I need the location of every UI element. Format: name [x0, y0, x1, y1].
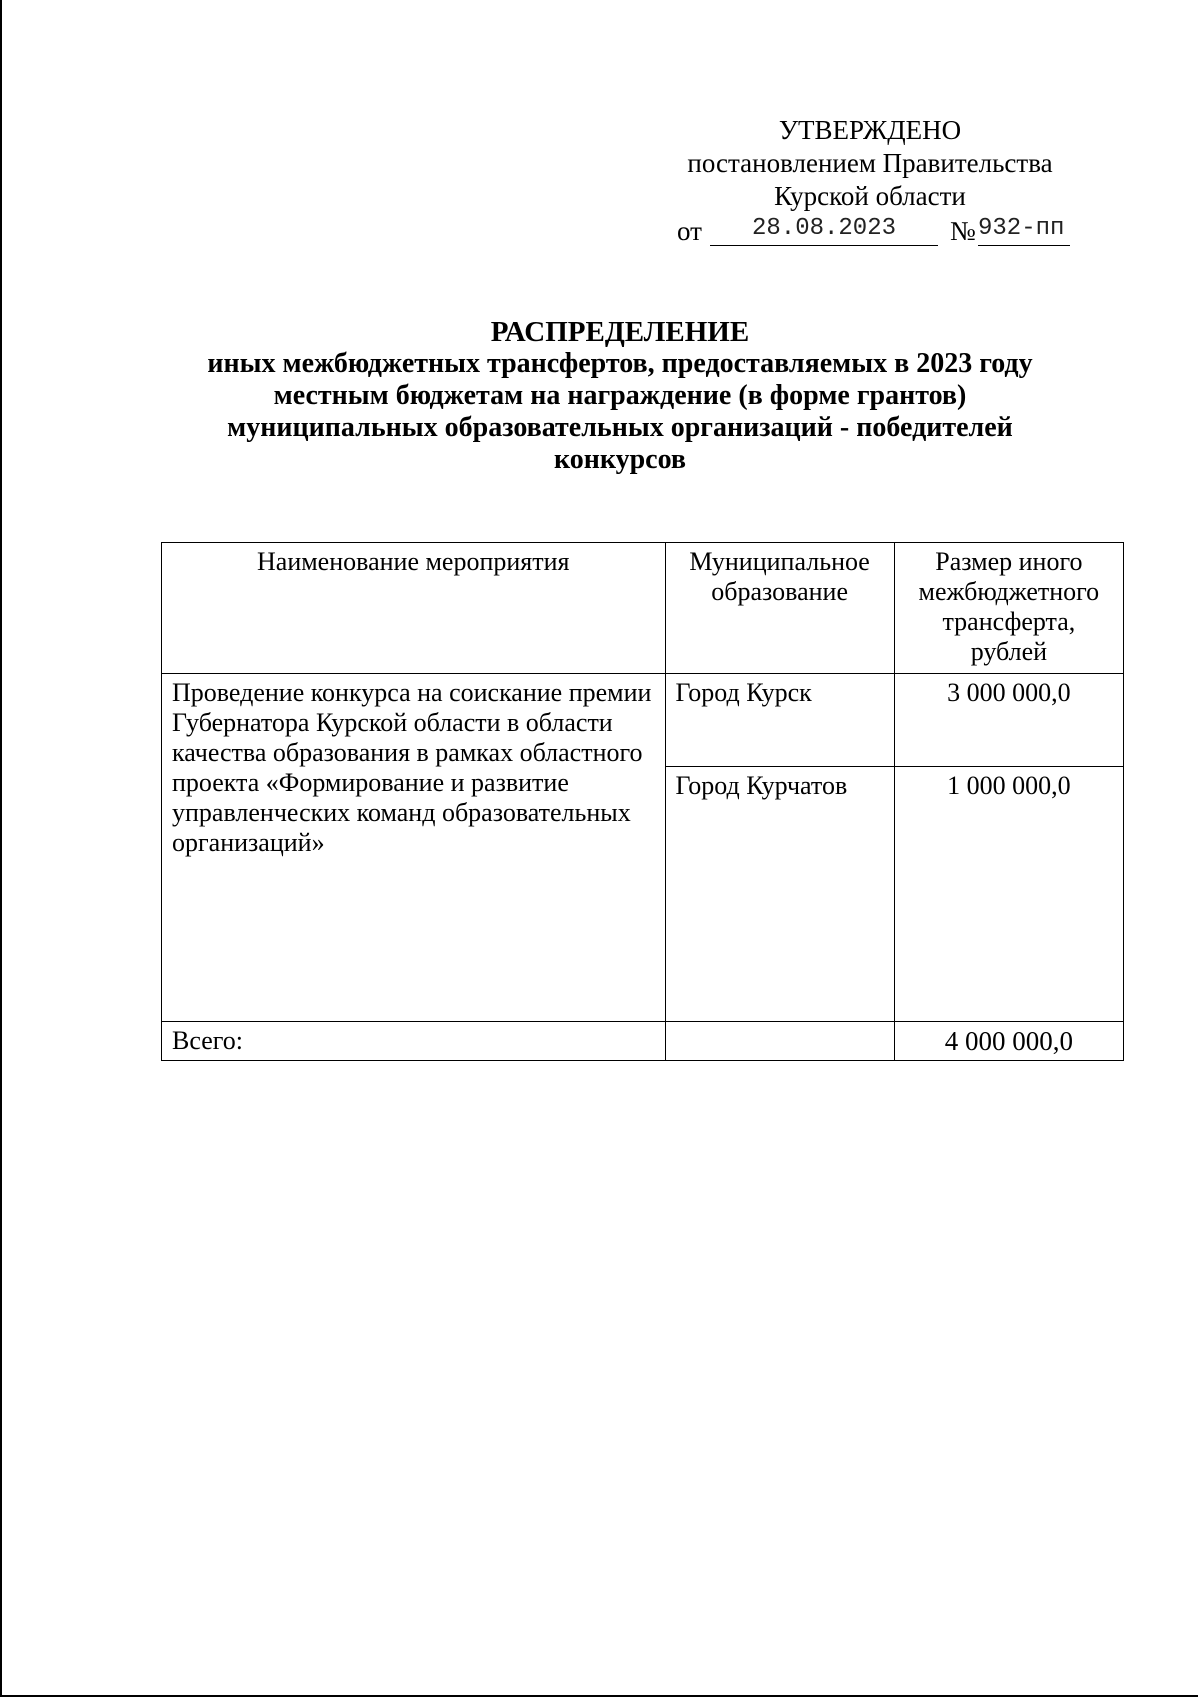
- table-row: [162, 674, 1124, 767]
- total-amount: 4 000 000,0: [894, 1022, 1123, 1061]
- title-line-1: иных межбюджетных трансфертов, предоставляемых в 2023 году: [207, 348, 1033, 379]
- header-municipality: Муниципальное образование: [665, 543, 894, 674]
- title-line-4: конкурсов: [553, 444, 687, 475]
- total-row: [162, 1022, 1124, 1061]
- document-title: [100, 316, 1140, 476]
- approval-date: 28.08.2023: [710, 213, 938, 246]
- approval-region: Курской области: [774, 181, 966, 211]
- total-empty-cell: [665, 1022, 894, 1061]
- amount-cell: 3 000 000,0: [894, 674, 1123, 767]
- municipality-cell: Город Курчатов: [665, 767, 894, 1022]
- title-line-3: муниципальных образовательных организаций - победителей: [227, 412, 1013, 443]
- title-line-2: местным бюджетам на награждение (в форме грантов): [273, 380, 967, 411]
- distribution-table: [161, 542, 1124, 1061]
- header-activity: Наименование мероприятия: [162, 543, 666, 674]
- number-sign: №: [950, 216, 976, 246]
- table-header-row: [162, 543, 1124, 674]
- activity-cell: Проведение конкурса на соискание премии Губернатора Курской области в области качества образования в рамках областного проекта «Формирование и развитие управленческих команд образовательных организаций»: [162, 674, 666, 1022]
- from-label: от: [677, 216, 702, 246]
- total-label: Всего:: [162, 1022, 666, 1061]
- approval-authority: постановлением Правительства: [687, 148, 1053, 178]
- approval-number: 932-пп: [978, 213, 1070, 246]
- title-main: РАСПРЕДЕЛЕНИЕ: [490, 316, 750, 348]
- header-amount: Размер иного межбюджетного трансферта, рублей: [894, 543, 1123, 674]
- approval-heading: УТВЕРЖДЕНО: [778, 115, 962, 145]
- municipality-cell: Город Курск: [665, 674, 894, 767]
- amount-cell: 1 000 000,0: [894, 767, 1123, 1022]
- approval-date-line: [600, 213, 1140, 249]
- approval-stamp: [600, 114, 1140, 249]
